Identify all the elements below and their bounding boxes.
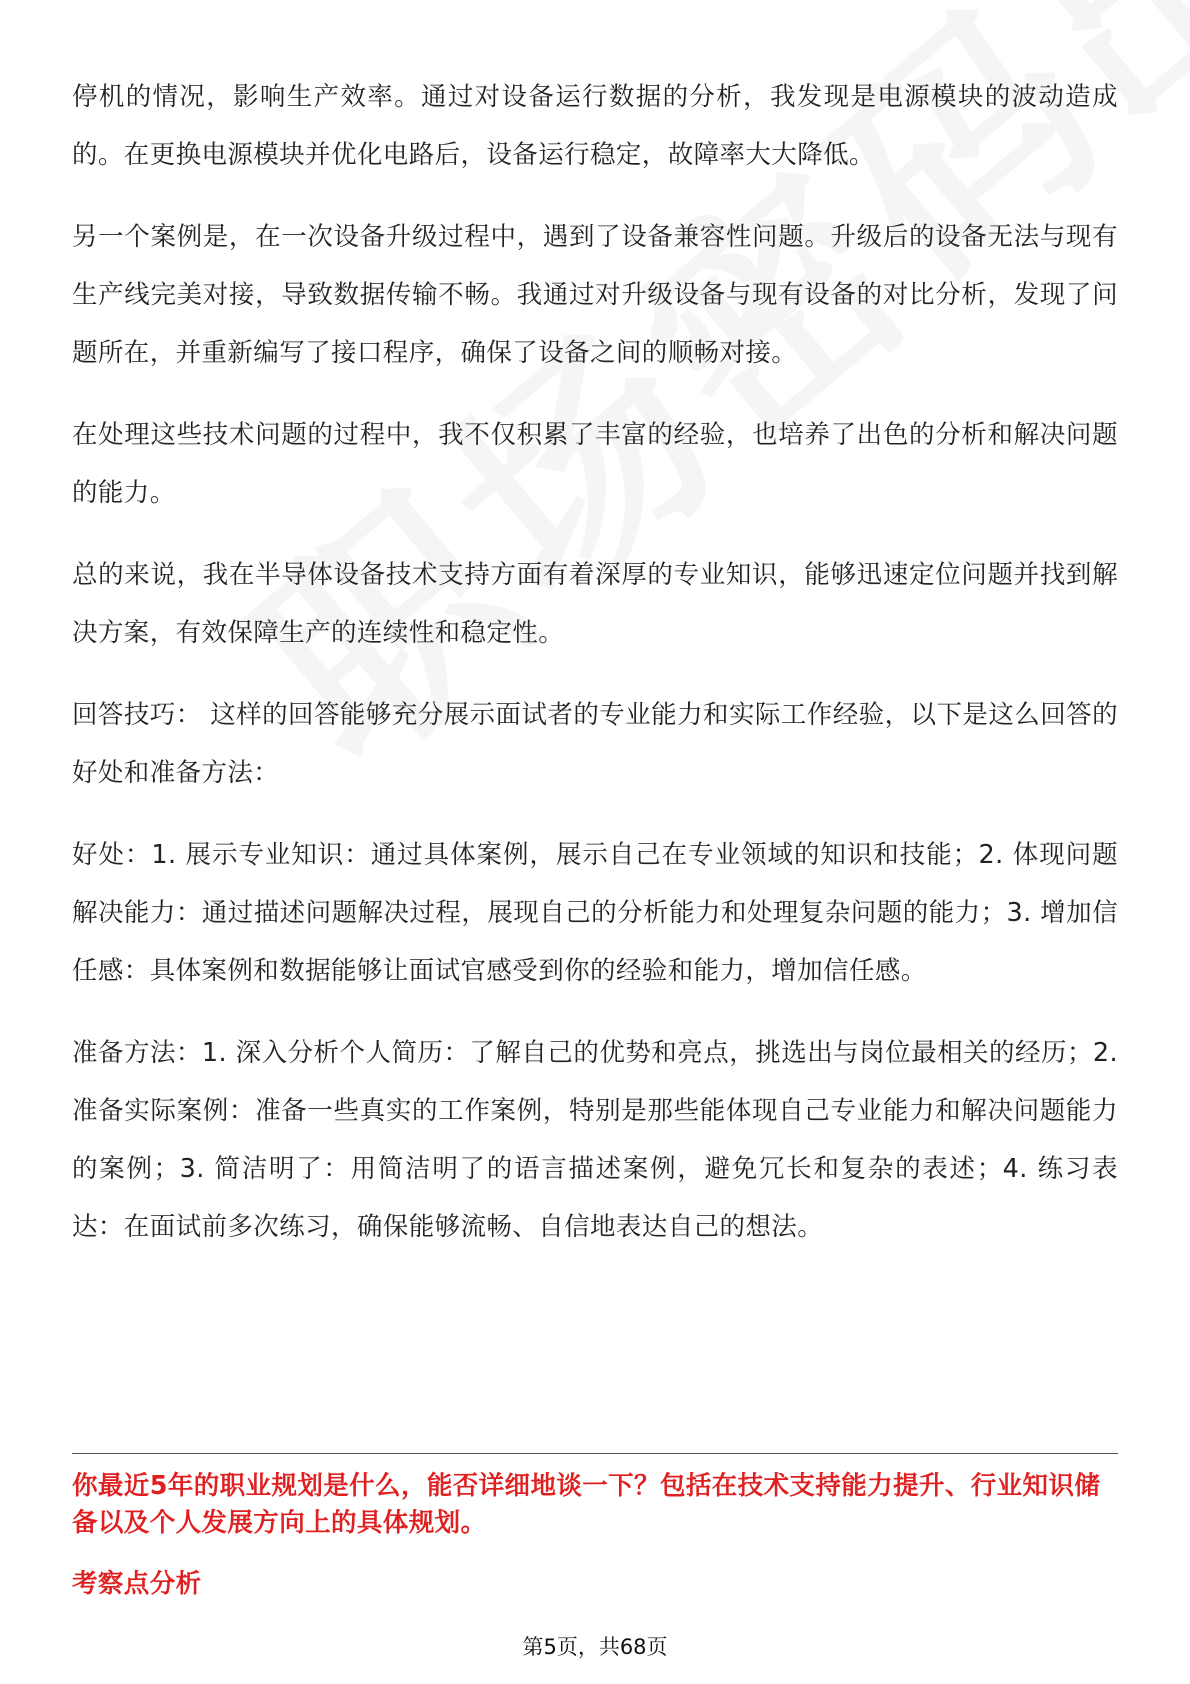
paragraph-summary: 总的来说，我在半导体设备技术支持方面有着深厚的专业知识，能够迅速定位问题并找到解决方案，有效保障生产的连续性和稳定性。	[72, 560, 1118, 648]
paragraph-experience: 在处理这些技术问题的过程中，我不仅积累了丰富的经验，也培养了出色的分析和解决问题的能力。	[72, 420, 1118, 508]
interview-question: 你最近5年的职业规划是什么，能否详细地谈一下？包括在技术支持能力提升、行业知识储备以及个人发展方向上的具体规划。	[72, 1471, 1101, 1538]
paragraph-case-two: 另一个案例是，在一次设备升级过程中，遇到了设备兼容性问题。升级后的设备无法与现有生产线完美对接，导致数据传输不畅。我通过对升级设备与现有设备的对比分析，发现了问题所在，并重新编写了接口程序，确保了设备之间的顺畅对接。	[72, 222, 1118, 368]
section-divider	[72, 1453, 1118, 1454]
section-title: 考察点分析	[72, 1569, 202, 1599]
paragraph-benefits: 好处：1. 展示专业知识：通过具体案例，展示自己在专业领域的知识和技能；2. 体现问题解决能力：通过描述问题解决过程，展现自己的分析能力和处理复杂问题的能力；3. 增加信任感：具体案例和数据能够让面试官感受到你的经验和能力，增加信任感。	[72, 840, 1118, 986]
paragraph-continuation: 停机的情况，影响生产效率。通过对设备运行数据的分析，我发现是电源模块的波动造成的。在更换电源模块并优化电路后，设备运行稳定，故障率大大降低。	[72, 82, 1118, 170]
page-number: 第5页，共68页	[522, 1635, 668, 1659]
document-body	[72, 68, 1118, 1280]
paragraph-preparation: 准备方法：1. 深入分析个人简历：了解自己的优势和亮点，挑选出与岗位最相关的经历；2. 准备实际案例：准备一些真实的工作案例，特别是那些能体现自己专业能力和解决问题能力的案例；3. 简洁明了：用简洁明了的语言描述案例，避免冗长和复杂的表述；4. 练习表达：在面试前多次练习，确保能够流畅、自信地表达自己的想法。	[72, 1038, 1118, 1242]
paragraph-answer-tips: 回答技巧： 这样的回答能够充分展示面试者的专业能力和实际工作经验，以下是这么回答的好处和准备方法：	[72, 700, 1118, 788]
